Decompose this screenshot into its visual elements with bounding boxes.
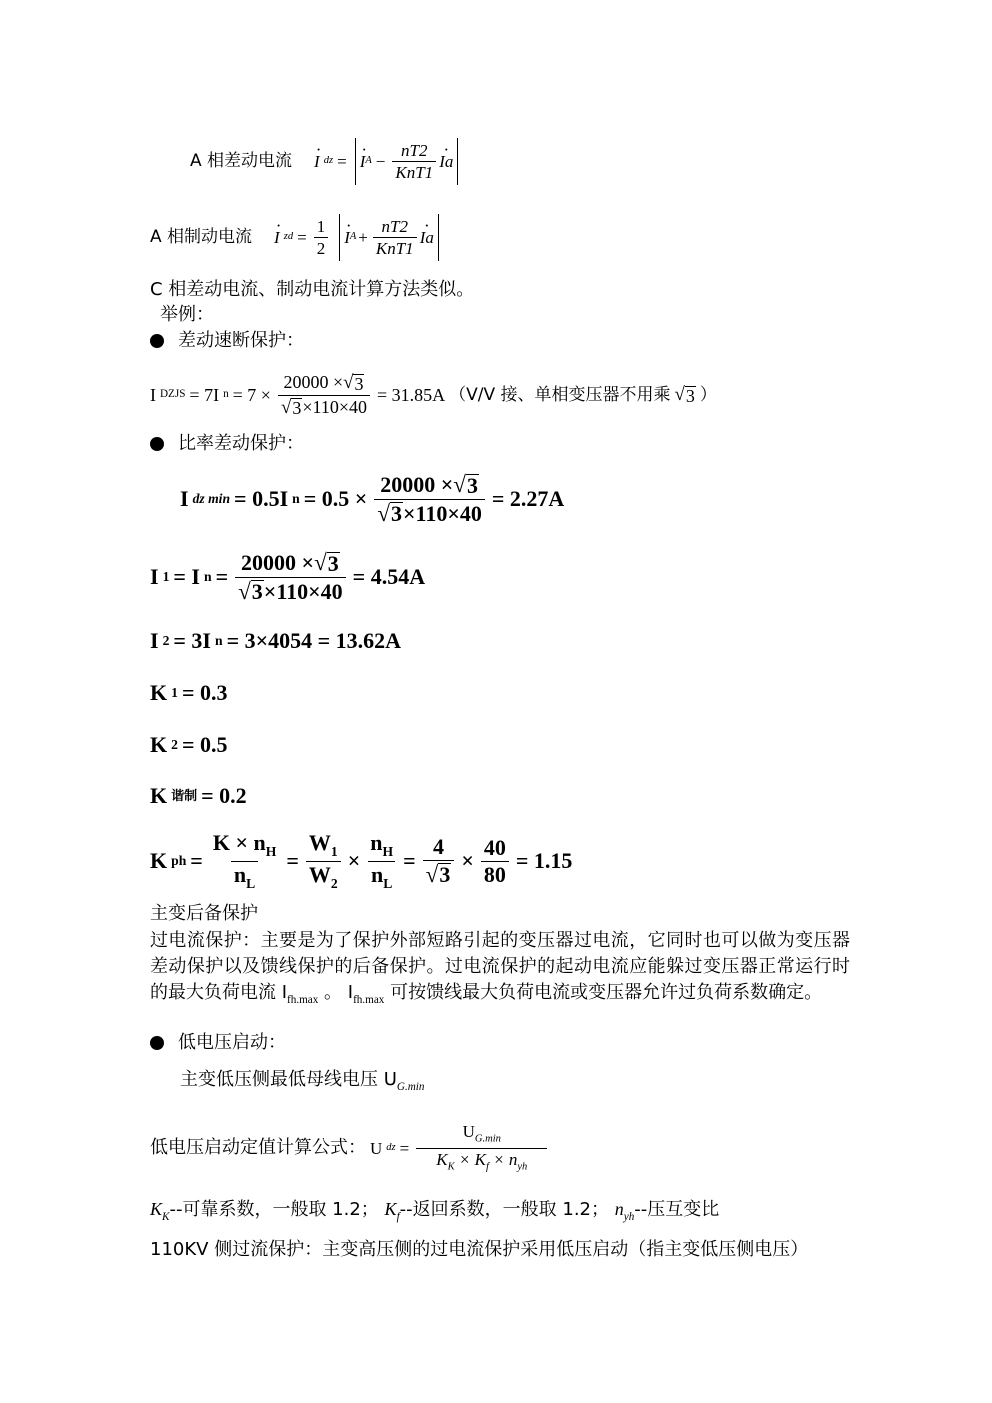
ratio-fraction [373, 218, 417, 257]
para-text: 。 I [318, 982, 354, 1003]
abs-value [355, 138, 459, 185]
num-part: W [308, 829, 331, 855]
coeff-text: --返回系数，一般取 1.2； [399, 1199, 610, 1220]
sqrt-symbol: √ 3 [343, 371, 364, 394]
hv-overcurrent-line: 110KV 侧过流保护：主变高压侧的过电流保护采用低压启动（指主变低压侧电压） [150, 1239, 809, 1260]
sqrt-symbol: √ 3 [377, 499, 402, 526]
radicand: 3 [439, 862, 451, 888]
bullet-icon [150, 1036, 164, 1050]
bullet-text: 低电压启动： [178, 1032, 286, 1053]
num-part: U [462, 1122, 475, 1142]
num-part: 20000 × [283, 371, 344, 392]
lhs-sub: 2 [162, 633, 170, 649]
bullet-low-voltage [150, 1034, 286, 1052]
sqrt-symbol: √ 3 [280, 396, 302, 419]
sqrt-symbol: √ 3 [674, 383, 695, 406]
den-n: n [508, 1149, 518, 1169]
line-text: 主变低压侧最低母线电压 U [180, 1069, 397, 1090]
bullet-differential-quick [150, 332, 304, 350]
den-n-sub: yh [517, 1161, 528, 1173]
formula-k1 [150, 678, 227, 708]
lhs: K [150, 783, 168, 808]
num-sub: G.min [474, 1133, 501, 1145]
mid-sub: n [203, 569, 212, 585]
formula-i1 [150, 546, 425, 608]
para-text: 可按馈线最大负荷电流或变压器允许过负荷系数确定。 [384, 982, 823, 1003]
den-part: n [370, 861, 384, 887]
coeff-symbol: n [614, 1199, 624, 1219]
fraction-5 [481, 834, 509, 887]
coeff-symbol: K [150, 1199, 163, 1219]
equals: = [297, 227, 307, 247]
result: = 2.27A [491, 486, 565, 511]
fraction-1 [210, 829, 280, 891]
fraction-4 [423, 833, 455, 888]
formula-label: 低电压启动定值计算公式： [150, 1137, 366, 1158]
fraction-denominator [423, 860, 455, 886]
num-sub: H [382, 843, 394, 859]
equals: = [399, 1138, 410, 1158]
mid-sub: n [214, 633, 223, 649]
fraction-numerator [306, 829, 341, 861]
den-sub: L [383, 875, 393, 891]
fraction-denominator: KnT1 [373, 237, 417, 257]
mid1-sub: n [223, 388, 229, 401]
num-part: K × n [212, 829, 266, 855]
rest: = 0.2 [201, 783, 247, 808]
den-part: ×110×40 [403, 500, 482, 526]
fraction-numerator [238, 551, 343, 576]
mid-sub: n [292, 491, 300, 507]
mid: = I [173, 564, 200, 589]
formula-label: A 相制动电流 [150, 226, 253, 247]
main-fraction [416, 1123, 547, 1173]
formula-label: A 相差动电流 [190, 150, 293, 171]
term1-var: · I [344, 229, 350, 246]
coeff-sub: K [162, 1211, 170, 1224]
fraction-numerator [377, 473, 482, 498]
den-part: W [308, 861, 331, 887]
lhs-sub: dz [386, 1141, 396, 1153]
fraction-denominator: 80 [481, 861, 509, 886]
para-sub: fh.max [287, 994, 319, 1007]
den-part: n [233, 861, 247, 887]
fraction-denominator [278, 395, 370, 418]
lhs-sub: 谐制 [171, 788, 198, 804]
radicand: 3 [391, 500, 402, 526]
radicand: 3 [466, 472, 478, 498]
fraction-denominator [306, 861, 341, 891]
fraction-denominator [416, 1148, 547, 1173]
overcurrent-paragraph [150, 928, 850, 1013]
formula-idzjs [150, 368, 717, 422]
den-part: ×110×40 [302, 396, 367, 417]
fraction-2 [306, 829, 341, 891]
lhs-sub: dz [323, 154, 334, 166]
radicand: 3 [327, 550, 339, 576]
formula-i2 [150, 626, 401, 656]
lhs-sub: dz min [192, 491, 231, 507]
sqrt-symbol: √ 3 [238, 577, 263, 604]
rest: = 3×4054 = 13.62A [226, 628, 402, 653]
lhs-var: · I [274, 229, 280, 246]
sqrt-symbol: √ 3 [314, 549, 339, 576]
abs-value [339, 214, 439, 261]
radicand: 3 [251, 578, 263, 604]
ratio-fraction [392, 142, 436, 181]
formula-a-phase-restraint [150, 210, 439, 264]
main-fraction [374, 473, 485, 524]
times: × [461, 848, 474, 873]
times: × [493, 1149, 505, 1169]
lhs: I [150, 564, 159, 589]
times: × [458, 1149, 471, 1169]
formula-idzmin [180, 468, 564, 530]
lhs-sub: DZJS [160, 388, 186, 401]
bullet-icon [150, 334, 164, 348]
fraction-numerator: 40 [483, 834, 506, 860]
fraction-numerator: nT2 [401, 140, 428, 160]
num-part: 20000 × [380, 472, 454, 498]
num-sub: H [265, 843, 277, 859]
minus-sign: − [375, 151, 386, 171]
fraction-denominator [231, 861, 258, 891]
fraction-numerator [280, 373, 367, 395]
coeff-symbol: K [384, 1199, 397, 1219]
fraction-denominator [235, 577, 346, 603]
lhs-sub: 1 [171, 685, 178, 701]
formula-low-voltage [150, 1120, 550, 1176]
fraction-denominator: KnT1 [392, 161, 436, 181]
fraction-denominator: 2 [314, 237, 329, 257]
radicand: 3 [292, 398, 302, 419]
num-sub: 1 [330, 843, 338, 859]
sqrt-symbol: √ 3 [425, 860, 451, 888]
lhs: I [150, 385, 156, 405]
note-close: ） [699, 384, 717, 405]
term2: · Ia [420, 229, 434, 246]
formula-k2 [150, 730, 227, 760]
lhs: U [370, 1138, 383, 1158]
mid: = 0.5I [234, 486, 289, 511]
result: = 31.85A [376, 385, 446, 405]
mid1: = 7I [189, 385, 220, 405]
num-part: n [370, 829, 383, 855]
bullet-icon [150, 437, 164, 451]
para-sub: fh.max [353, 994, 385, 1007]
example-heading: 举例： [160, 304, 214, 325]
fraction-numerator: 4 [432, 833, 444, 859]
term1-var: · I [360, 153, 366, 170]
bullet-text: 差动速断保护： [178, 330, 304, 351]
fraction-numerator [460, 1123, 504, 1147]
lhs-sub: ph [171, 853, 187, 869]
lhs-sub: zd [283, 230, 294, 242]
rest: = 0.5 [181, 732, 228, 757]
coeff-sub: yh [623, 1211, 635, 1224]
den-kf-sub: f [485, 1161, 489, 1173]
para-text: 过电流保护：主要是为了保护外部短路引起的变压器过电流，它同时也可以做为变压器差动保护以及馈线保护的后备保护。过电流保护的起动电流应能躲过变压器正常运行时的最大负荷电流 I [150, 930, 850, 1003]
coeff-text: --压互变比 [634, 1199, 720, 1220]
lhs: K [150, 680, 168, 705]
times: × [347, 848, 361, 873]
mid2: = 0.5 × [303, 486, 368, 511]
rest: = 0.3 [181, 680, 228, 705]
fraction-numerator [367, 829, 396, 861]
coeff-sub: f [396, 1211, 400, 1224]
num-part: 20000 × [241, 550, 315, 576]
lhs: I [180, 486, 189, 511]
fraction-denominator [374, 499, 485, 525]
fraction-numerator [210, 829, 280, 861]
coeff-text: --可靠系数，一般取 1.2； [169, 1199, 379, 1220]
note: （V/V 接、单相变压器不用乘 [449, 384, 671, 405]
den-sub: L [246, 875, 256, 891]
lhs-sub: 2 [171, 737, 178, 753]
lhs: K [150, 848, 168, 873]
fraction-numerator: nT2 [381, 216, 409, 236]
section-heading: 主变后备保护 [150, 903, 258, 924]
lhs-sub: 1 [162, 569, 170, 585]
formula-a-phase-differential [190, 138, 458, 184]
den-kf: K [474, 1149, 486, 1169]
fraction-numerator: 1 [316, 216, 326, 236]
term2: · Ia [439, 153, 453, 170]
equals: = [403, 848, 416, 873]
min-bus-voltage-line [180, 1071, 425, 1093]
equals: = [337, 151, 347, 171]
fraction-denominator [368, 861, 395, 891]
formula-k-harmonic [150, 781, 247, 811]
sqrt-symbol: √ 3 [453, 471, 478, 498]
line-sub: G.min [396, 1081, 425, 1094]
main-fraction [278, 373, 370, 418]
main-fraction [235, 551, 346, 602]
term1-sub: A [365, 154, 372, 166]
lhs: I [150, 628, 159, 653]
den-part: ×110×40 [263, 578, 343, 604]
radicand: 3 [354, 373, 364, 394]
result: = 4.54A [352, 564, 426, 589]
result: = 1.15 [515, 848, 573, 873]
coefficients-line [150, 1200, 719, 1223]
c-phase-note: C 相差动电流、制动电流计算方法类似。 [150, 279, 475, 300]
bullet-ratio-differential [150, 435, 304, 453]
radicand: 3 [685, 385, 695, 406]
den-k-sub: K [447, 1161, 455, 1173]
mid: = 3I [173, 628, 211, 653]
den-k: K [436, 1149, 448, 1169]
fraction-3 [367, 829, 396, 891]
equals: = [286, 848, 299, 873]
mid2: = 7 × [232, 385, 271, 405]
plus-sign: + [358, 227, 368, 247]
term1-sub: A [349, 230, 357, 242]
bullet-text: 比率差动保护： [178, 433, 304, 454]
formula-kph [150, 830, 572, 892]
lhs: K [150, 732, 168, 757]
equals: = [190, 848, 203, 873]
den-sub: 2 [330, 875, 338, 891]
half-fraction [314, 218, 329, 257]
equals: = [215, 564, 229, 589]
lhs-var: · I [314, 153, 320, 170]
